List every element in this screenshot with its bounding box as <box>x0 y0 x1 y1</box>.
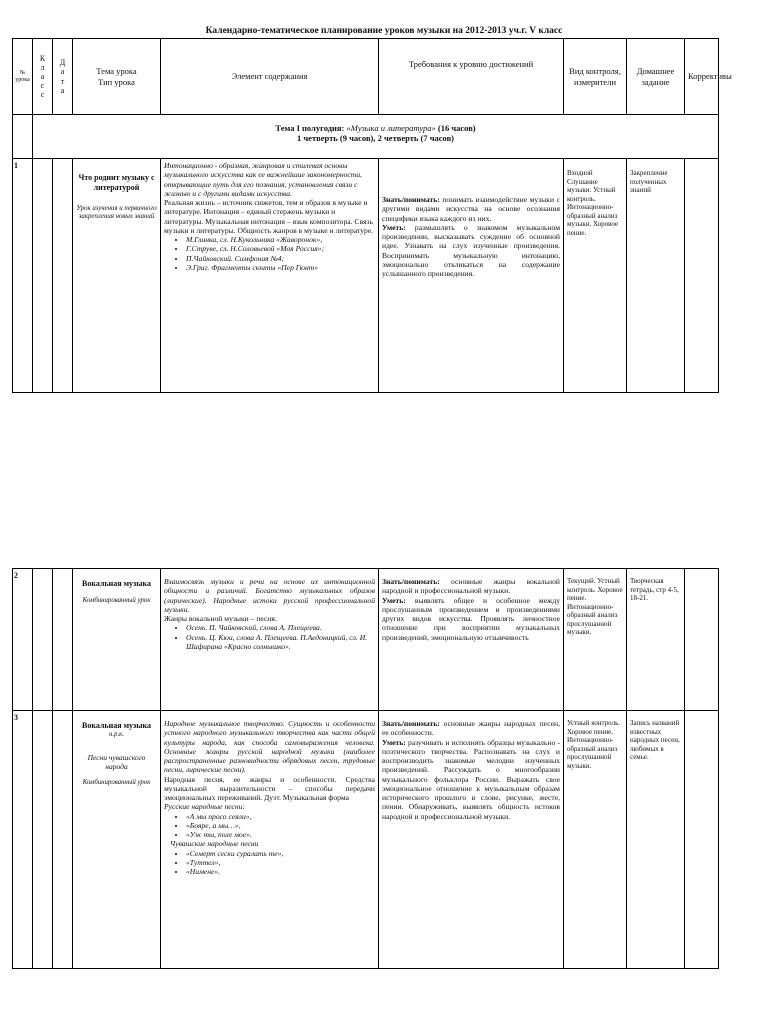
lesson-requirements: Знать/понимать: основные жанры вокальной народной и профессиональной музыки. Уметь: выявлять общее и особенное между прослушанным произведением и произведениями других видов искусства. Проявлять личностное отношение при восприятии музыкальных произведений, эмоциональную отзывчивость <box>379 569 564 711</box>
lesson-content: Интонационно - образная, жанровая и стилевая основы музыкального искусства как ее важнейшие закономерности, открывающие путь для его познания, установления связи с жизнью и с другими видами искусства. Реальная жизнь – источник сюжетов, тем и образов в музыке и литературе. Интонация – единый стержень музыки и литературы. Музыкальная интонация – язык композитора. Связь музыки и литературы. Общность жанров в музыке и литературе. • М.Глинка, сл. Н.Кукольника «Жаворонок», • Г.Струве, сл. Н.Соловьевой «Моя Россия»; • П.Чайковский. Симфония №4; • Э.Григ. Фрагменты сюиты «Пер Гюнт» <box>161 159 379 393</box>
lesson-control: Входной Слушание музыки. Устный контроль. Интонационно-образный анализ музыки. Хоровое пение. <box>564 159 627 393</box>
lesson-topic: Что роднит музыку с литературой Урок изучения и первичного закрепления новых знаний <box>73 159 161 393</box>
header-homework: Домашнее задание <box>627 39 685 115</box>
lesson-number: 2 <box>13 569 33 711</box>
lesson-homework: Запись названий известных народных песен, любимых в семье. <box>627 711 685 969</box>
header-row <box>13 39 719 115</box>
lesson-content: Взаимосвязь музыки и речи на основе их интонационной общности и различий. Богатство музыкальных образов (лирические). Народные истоки русской профессиональной музыки. Жанры вокальной музыки – песня. • Осень. П. Чайковский, слова А. Плещеева. • Осень. Ц. Кюи, слова А. Плещеева. П.Аедоницкий, сл. И. Шафирана «Красно солнышко». <box>161 569 379 711</box>
lesson-type: Комбинированный урок <box>82 596 151 604</box>
lesson-requirements: Знать/понимать: основные жанры народных песен, ее особенности. Уметь: разучивать и исполнять образцы музыкально - поэтического творчества. Распознавать на слух и воспроизводить знакомые мелодии изученных произведений. Рассуждать о многообразии музыкального фольклора России. Выражать свое эмоциональное отношение к музыкальным образам исторического прошлого в слове, рисунке, жесте, пении. Обнаруживать, выявлять общность истоков народной и профессиональной музыки. <box>379 711 564 969</box>
plan-table-2 <box>12 568 719 969</box>
lesson-control: Текущий. Устный контроль. Хоровое пение. Интонационно-образный анализ прослушанной музыки. <box>564 569 627 711</box>
header-topic: Тема урока Тип урока <box>73 39 161 115</box>
header-num: № урока <box>13 39 33 115</box>
lesson-type: Урок изучения и первичного закрепления новых знаний <box>76 204 157 220</box>
section-row <box>13 115 719 159</box>
header-requirements: Требования к уровню достижений <box>379 39 564 115</box>
header-klass: К л а с с <box>33 39 53 115</box>
header-element: Элемент содержания <box>161 39 379 115</box>
lesson-homework: Творческая тетрадь, стр 4-5, 18-21. <box>627 569 685 711</box>
lesson-row-2 <box>13 569 719 711</box>
lesson-control: Устный контроль. Хоровое пение. Интонационно-образный анализ прослушанной музыки. <box>564 711 627 969</box>
lesson-row-1 <box>13 159 719 393</box>
plan-table-1 <box>12 38 732 393</box>
lesson-number: 1 <box>13 159 33 393</box>
lesson-row-3 <box>13 711 719 969</box>
lesson-type: Комбинированный урок <box>82 779 151 787</box>
header-date: Д а т а <box>53 39 73 115</box>
section-heading: Тема I полугодия: «Музыка и литература» (16 часов) 1 четверть (9 часов), 2 четверть (7 часов) <box>33 115 719 159</box>
header-correction: Коррективы <box>685 39 719 115</box>
page-title: Календарно-тематическое планирование уроков музыки на 2012-2013 уч.г. V класс <box>205 26 563 36</box>
lesson-content: Народное музыкальное творчество. Сущность и особенности устного народного музыкального творчества как части общей культуры народа, как способа самовыражения человека. Основные жанры русской народной музыки (наиболее распространенные разновидности обрядовых песен, трудовые песни, лирические песни). Народная песня, ее жанры и особенности. Средства музыкальной выразительности – способы передачи эмоциональных переживаний. Дуэт. Музыкальная форма Русские народные песни: • «А мы просо сеяли», • «Бояре, а мы…», • «Уж ты, поле мое». Чувашские народные песни • «Семерт сески суралать те», • «Туттел», • «Нимене». <box>161 711 379 969</box>
lesson-topic: Вокальная музыка н.р.к. Песни чувашского народа Комбинированный урок <box>73 711 161 969</box>
header-control: Вид контроля, измерители <box>564 39 627 115</box>
lesson-requirements: Знать/понимать: понимать взаимодействие музыки с другими видами искусства на основе осознания специфики языка каждого из них. Уметь: размышлять о знакомом музыкальном произведении, высказывать суждение об основной идее. Узнавать на слух изученные произведения. Воспринимать музыкальную интонацию, эмоционально откликаться на содержание услышанного произведения. <box>379 159 564 393</box>
lesson-homework: Закрепление полученных знаний <box>627 159 685 393</box>
lesson-number: 3 <box>13 711 33 969</box>
lesson-topic: Вокальная музыка Комбинированный урок <box>73 569 161 711</box>
